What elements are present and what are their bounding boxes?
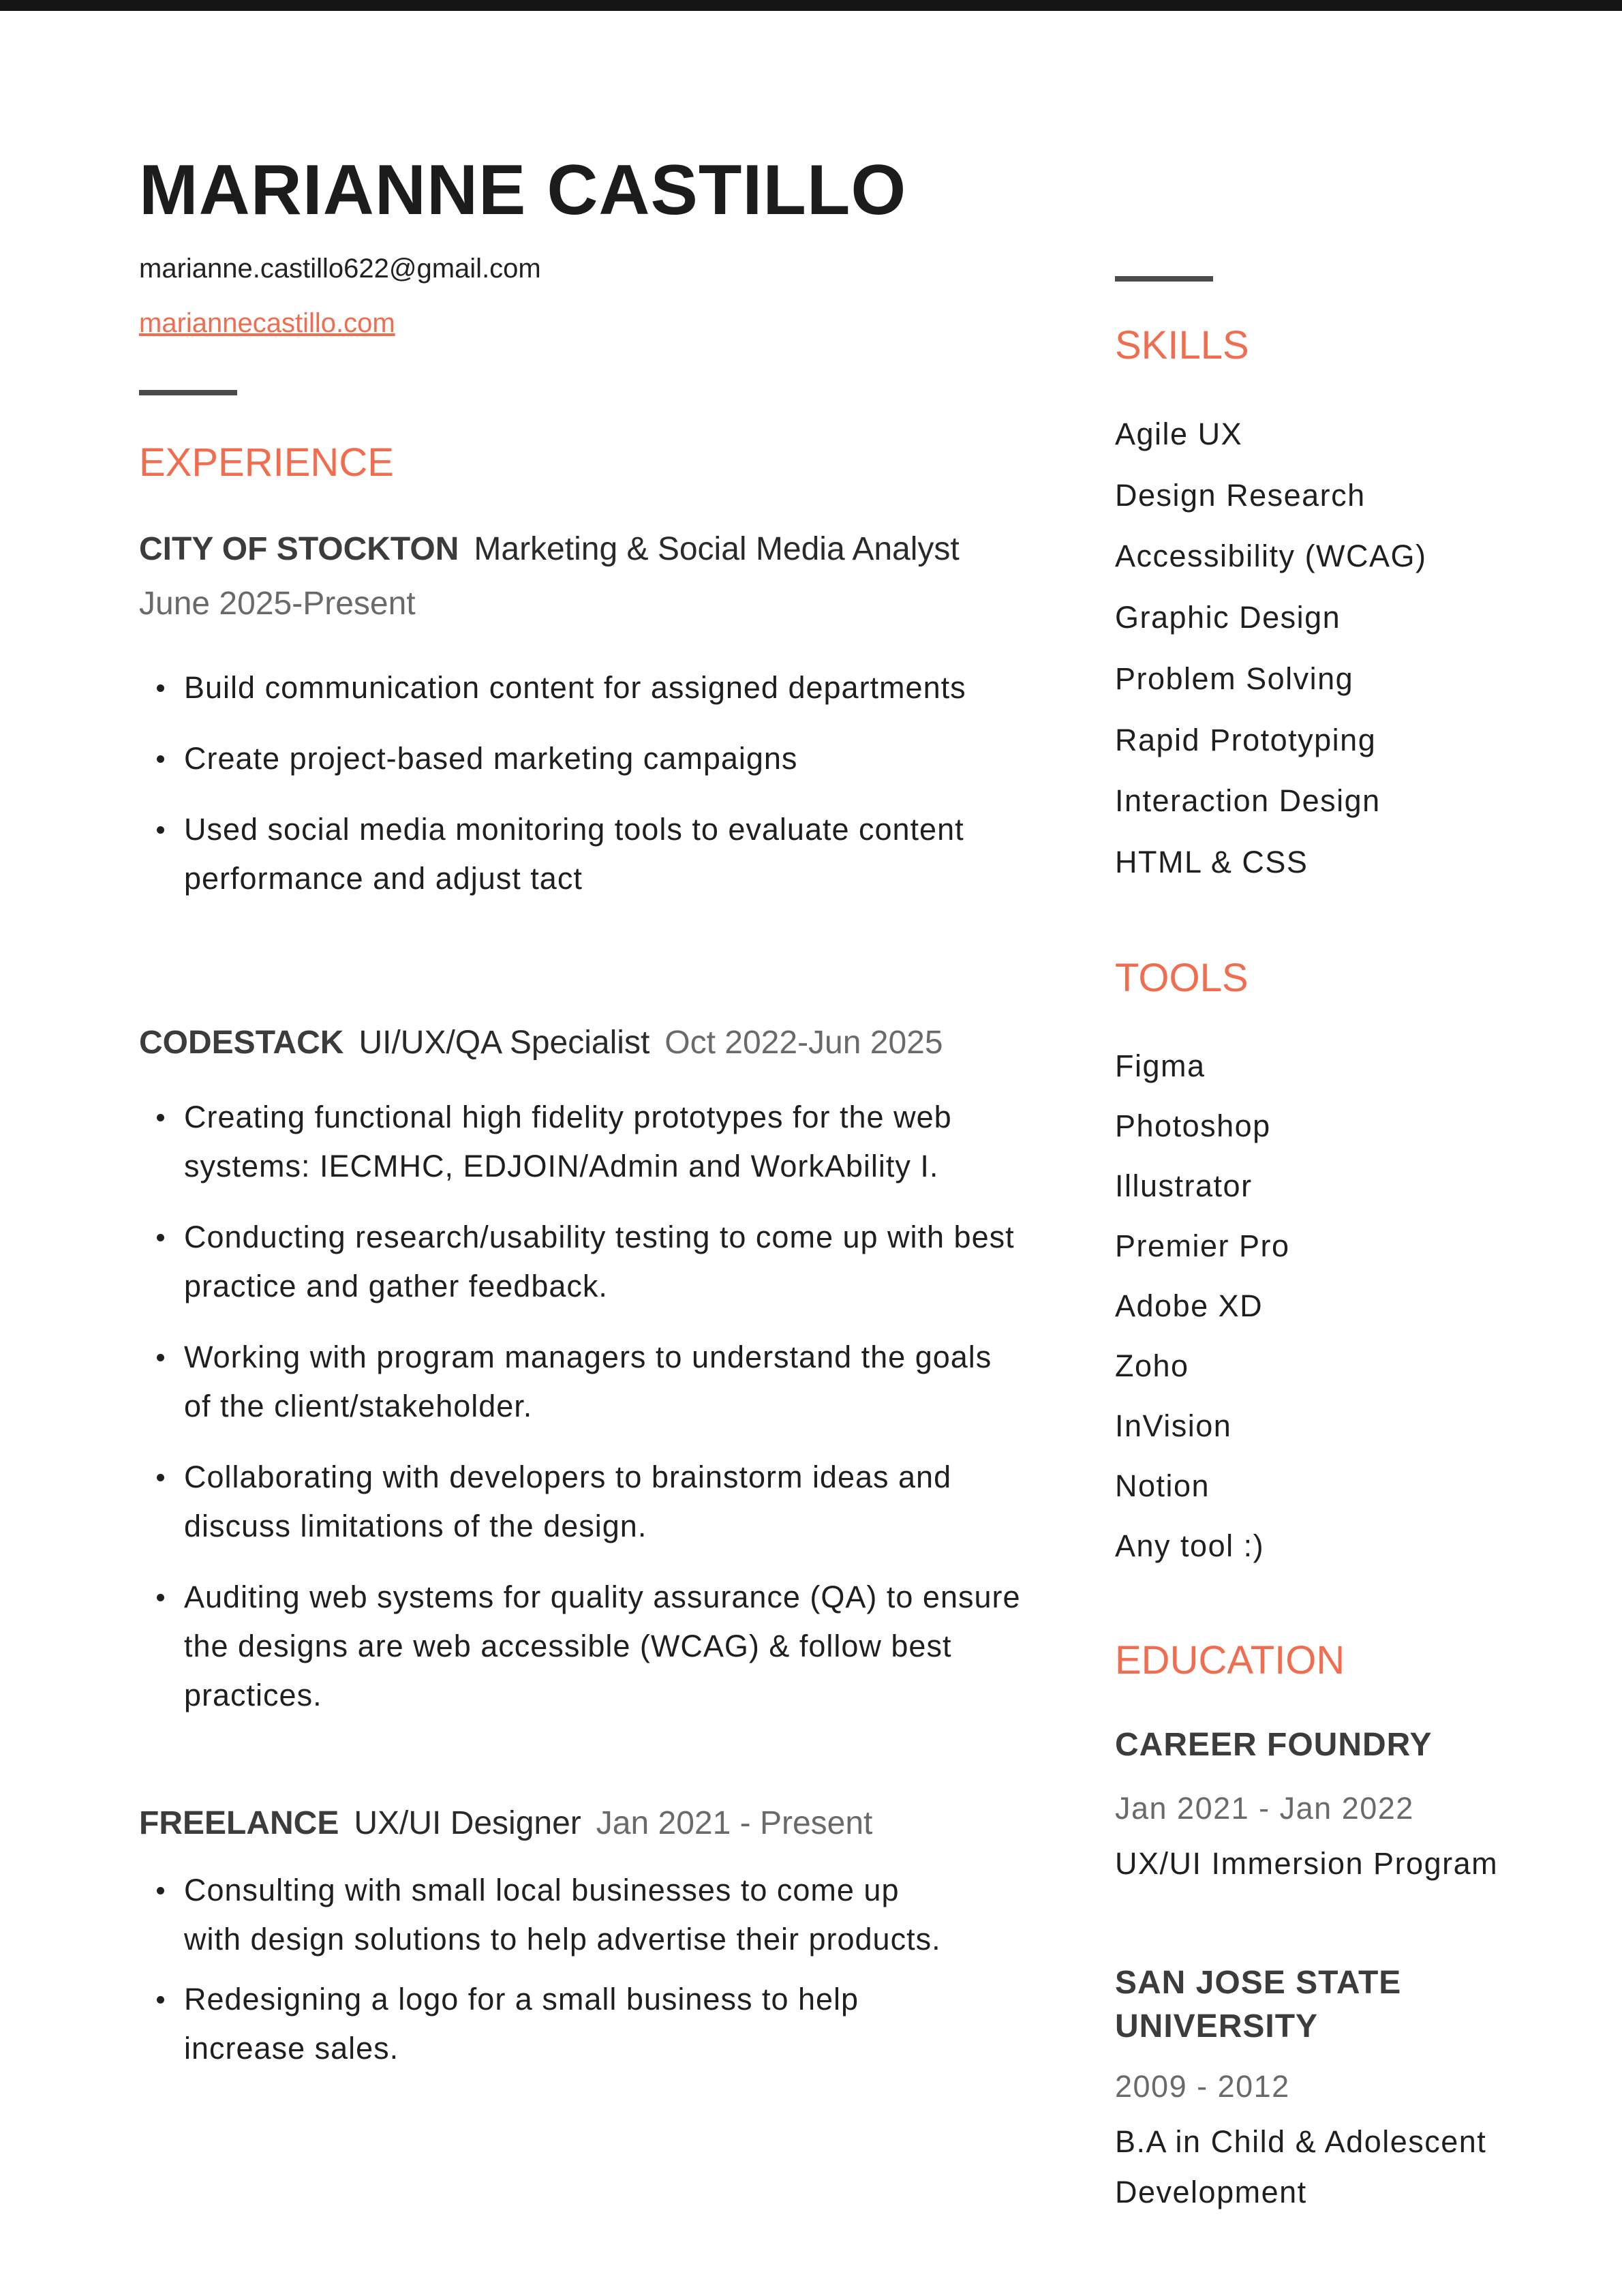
education-dates: Jan 2021 - Jan 2022 <box>1115 1791 1414 1826</box>
left-divider <box>139 390 237 395</box>
job-bullet: Redesigning a logo for a small business to help increase sales. <box>139 1975 964 2073</box>
website-link[interactable]: mariannecastillo.com <box>139 308 395 338</box>
tool-item: Figma <box>1115 1048 1206 1083</box>
skill-item: Graphic Design <box>1115 600 1341 635</box>
job-bullet: Used social media monitoring tools to evaluate content performance and adjust tact <box>139 805 1025 903</box>
job-company: FREELANCE <box>139 1805 339 1841</box>
tool-item: Premier Pro <box>1115 1228 1290 1263</box>
job-bullets <box>139 663 1025 944</box>
skill-item: Agile UX <box>1115 417 1243 451</box>
email-address: marianne.castillo622@gmail.com <box>139 254 541 284</box>
education-dates: 2009 - 2012 <box>1115 2069 1290 2104</box>
job-role: Marketing & Social Media Analyst <box>474 531 960 567</box>
tool-item: Adobe XD <box>1115 1288 1264 1323</box>
skill-item: Rapid Prototyping <box>1115 722 1377 757</box>
skill-item: Accessibility (WCAG) <box>1115 539 1427 574</box>
tool-item: Zoho <box>1115 1348 1189 1383</box>
education-school: CAREER FOUNDRY <box>1115 1727 1433 1763</box>
job-bullet: Creating functional high fidelity prototypes for the web systems: IECMHC, EDJOIN/Admin and WorkAbility I. <box>139 1093 1025 1191</box>
skill-item: HTML & CSS <box>1115 844 1309 879</box>
job-bullet: Working with program managers to understand the goals of the client/stakeholder. <box>139 1333 1025 1431</box>
job-bullet: Auditing web systems for quality assurance (QA) to ensure the designs are web accessible (WCAG) & follow best practices. <box>139 1573 1025 1720</box>
job-dates: Jan 2021 - Present <box>596 1805 873 1841</box>
job-bullet: Build communication content for assigned departments <box>139 663 1025 712</box>
skill-item: Interaction Design <box>1115 783 1381 819</box>
skills-heading: SKILLS <box>1115 323 1249 367</box>
job-header <box>139 530 960 569</box>
right-divider <box>1115 276 1213 282</box>
job-bullets <box>139 1093 1025 1720</box>
tool-item: Any tool :) <box>1115 1528 1265 1563</box>
tools-heading: TOOLS <box>1115 956 1249 1000</box>
job-role: UI/UX/QA Specialist <box>358 1025 650 1061</box>
job-dates: June 2025-Present <box>139 586 416 622</box>
job-bullets <box>139 1866 964 2073</box>
skill-item: Problem Solving <box>1115 661 1354 696</box>
experience-heading: EXPERIENCE <box>139 440 394 485</box>
job-bullet: Create project-based marketing campaigns <box>139 734 1025 783</box>
tools-list <box>1115 1036 1290 1576</box>
skills-list <box>1115 404 1427 893</box>
job-company: CITY OF STOCKTON <box>139 531 459 567</box>
education-school: SAN JOSE STATE UNIVERSITY <box>1115 1965 1402 2044</box>
tool-item: InVision <box>1115 1408 1232 1443</box>
job-header <box>139 1804 872 1843</box>
job-bullet: Conducting research/usability testing to come up with best practice and gather feedback. <box>139 1213 1025 1311</box>
top-bar <box>0 0 1622 11</box>
job-bullet: Collaborating with developers to brainstorm ideas and discuss limitations of the design. <box>139 1453 1025 1551</box>
skill-item: Design Research <box>1115 477 1366 513</box>
job-role: UX/UI Designer <box>354 1805 581 1841</box>
tool-item: Notion <box>1115 1468 1210 1503</box>
job-bullet: Consulting with small local businesses to come up with design solutions to help advertise their products. <box>139 1866 964 1964</box>
tool-item: Photoshop <box>1115 1108 1271 1143</box>
job-dates: Oct 2022-Jun 2025 <box>664 1025 943 1061</box>
education-degree: UX/UI Immersion Program <box>1115 1846 1499 1881</box>
candidate-name: MARIANNE CASTILLO <box>139 151 907 230</box>
education-heading: EDUCATION <box>1115 1638 1345 1682</box>
job-company: CODESTACK <box>139 1025 344 1061</box>
tool-item: Illustrator <box>1115 1168 1253 1203</box>
job-header <box>139 1023 943 1063</box>
education-degree: B.A in Child & Adolescent Development <box>1115 2124 1487 2209</box>
